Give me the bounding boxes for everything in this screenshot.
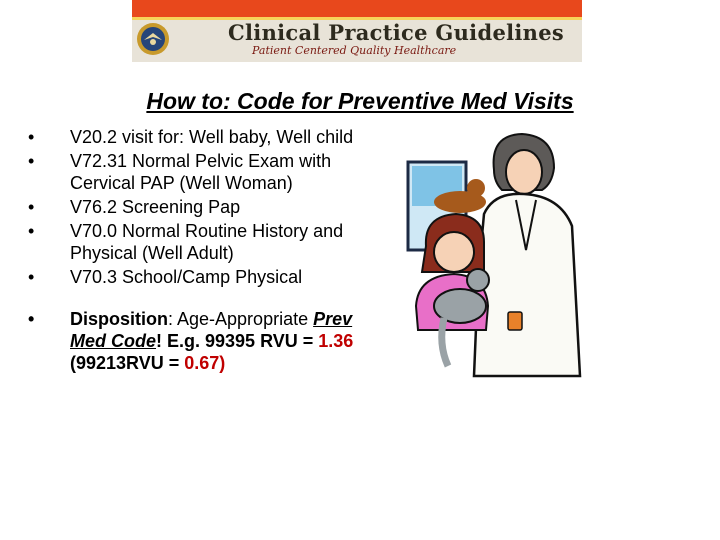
disposition-item	[28, 308, 358, 374]
bullet-list	[28, 126, 358, 376]
disposition-label: Disposition	[70, 309, 168, 329]
banner-title: Clinical Practice Guidelines	[228, 20, 565, 45]
banner-subtitle: Patient Centered Quality Healthcare	[252, 44, 457, 57]
list-item: • V72.31 Normal Pelvic Exam with Cervical PAP (Well Woman)	[28, 150, 358, 194]
rvu-value: 1.36	[318, 331, 354, 351]
list-item: • V70.3 School/Camp Physical	[28, 266, 358, 288]
doctor-child-cat-illustration	[404, 130, 584, 378]
disposition-text: : Age-Appropriate	[168, 309, 314, 329]
banner-stripe	[132, 0, 582, 17]
list-item: • V70.0 Normal Routine History and Physical (Well Adult)	[28, 220, 358, 264]
banner	[132, 0, 582, 62]
prev-med-code-link[interactable]: Prev Med Code	[70, 309, 353, 351]
disposition-compare: (99213RVU =	[70, 353, 185, 373]
page-title: How to: Code for Preventive Med Visits	[146, 88, 574, 114]
disposition-example: ! E.g. 99395 RVU =	[156, 331, 319, 351]
rvu-value-compare: 0.67)	[184, 353, 226, 373]
seal-icon	[136, 22, 170, 56]
list-item: • V76.2 Screening Pap	[28, 196, 358, 218]
list-item: • V20.2 visit for: Well baby, Well child	[28, 126, 358, 148]
